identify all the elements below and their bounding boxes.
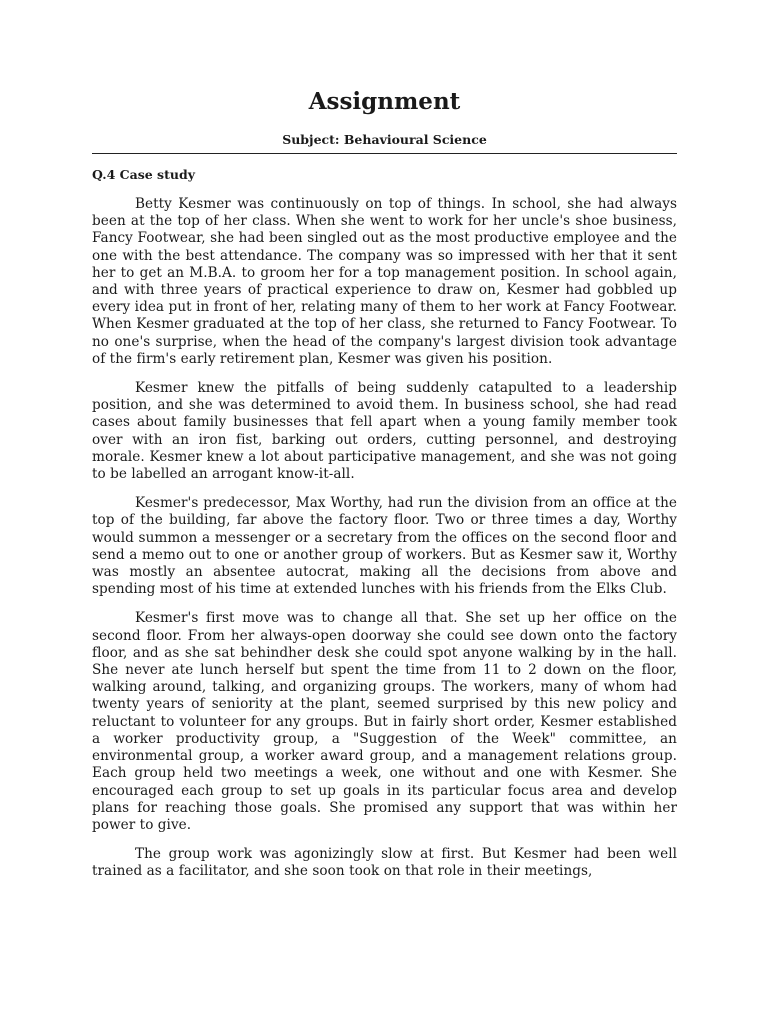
document-title: Assignment — [308, 88, 461, 115]
paragraph-3: Kesmer's predecessor, Max Worthy, had run the division from an office at the top of the building, far above the factory floor. Two or three times a day, Worthy would summon a messenger or a secretary from the offices on the second floor and send a memo out to one or another group of workers. But as Kesmer saw it, Worthy was mostly an absentee autocrat, making all the decisions from above and spending most of his time at extended lunches with his friends from the Elks Club. — [92, 495, 677, 598]
subject-line: Subject: Behavioural Science — [282, 132, 487, 147]
paragraph-2: Kesmer knew the pitfalls of being suddenly catapulted to a leadership position, and she was determined to avoid them. In business school, she had read cases about family businesses that fell apart when a young family member took over with an iron fist, barking out orders, cutting personnel, and destroying morale. Kesmer knew a lot about participative management, and she was not going to be labelled an arrogant know-it-all. — [92, 380, 677, 483]
divider-rule — [92, 153, 677, 154]
paragraph-1: Betty Kesmer was continuously on top of things. In school, she had always been at the top of her class. When she went to work for her uncle's shoe business, Fancy Footwear, she had been singled out as the most productive employee and the one with the best attendance. The company was so impressed with her that it sent her to get an M.B.A. to groom her for a top management position. In school again, and with three years of practical experience to draw on, Kesmer had gobbled up every idea put in front of her, relating many of them to her work at Fancy Footwear. When Kesmer graduated at the top of her class, she returned to Fancy Footwear. To no one's surprise, when the head of the company's largest division took advantage of the firm's early retirement plan, Kesmer was given his position. — [92, 196, 677, 367]
paragraph-4: Kesmer's first move was to change all that. She set up her office on the second floor. From her always-open doorway she could see down onto the factory floor, and as she sat behindher desk she could spot anyone walking by in the hall. She never ate lunch herself but spent the time from 11 to 2 down on the floor, walking around, talking, and organizing groups. The workers, many of whom had twenty years of seniority at the plant, seemed surprised by this new policy and reluctant to volunteer for any groups. But in fairly short order, Kesmer established a worker productivity group, a "Suggestion of the Week" committee, an environmental group, a worker award group, and a management relations group. Each group held two meetings a week, one without and one with Kesmer. She encouraged each group to set up goals in its particular focus area and develop plans for reaching those goals. She promised any support that was within her power to give. — [92, 610, 677, 833]
section-heading: Q.4 Case study — [92, 167, 195, 182]
case-study-body — [92, 196, 677, 893]
paragraph-5: The group work was agonizingly slow at first. But Kesmer had been well trained as a facilitator, and she soon took on that role in their meetings, — [92, 846, 677, 880]
